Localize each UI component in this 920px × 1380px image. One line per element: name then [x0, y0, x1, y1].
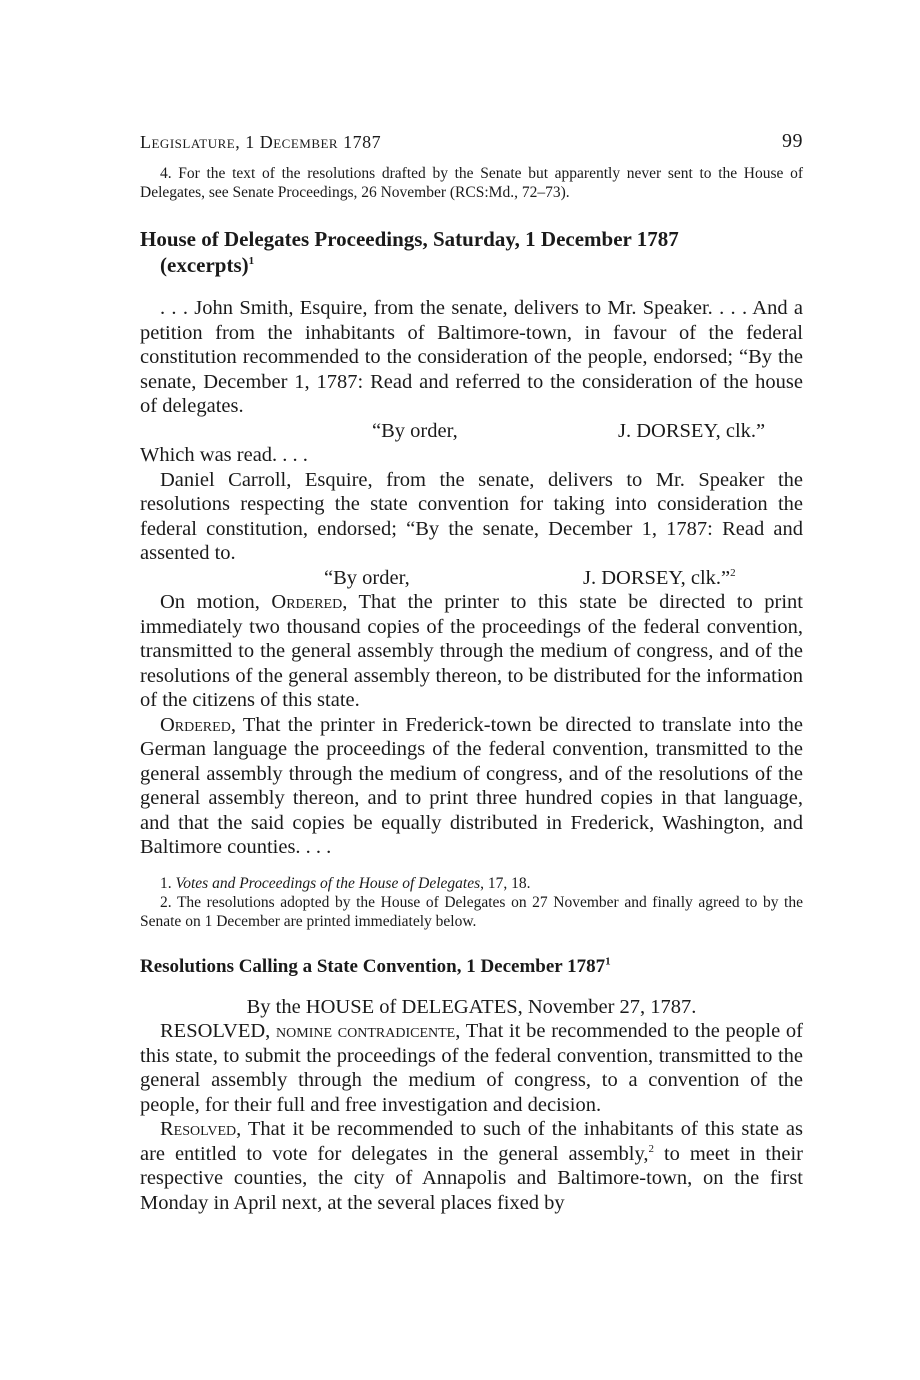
resolution-1: RESOLVED, nomine contradicente, That it be recommended to the people of this state, to submit the proceedings of the federal convention, transmitted to the general assembly through the medium of congress, to a convention of the people, for their full and free investigation and decision.: [140, 1020, 803, 1116]
heading-line-2: (excerpts)$^1$: [160, 253, 255, 277]
running-head: [140, 120, 803, 164]
clerk-signature: J. DORSEY, clk.”$^2$: [583, 566, 736, 589]
section-heading-resolutions: Resolutions Calling a State Convention, 1 December 1787$^1$: [140, 955, 611, 977]
footnote-2: 2. The resolutions adopted by the House of Delegates on 27 November and finally agreed to by the Senate on 1 December are printed immediately below.: [140, 893, 803, 930]
footnote-ref: 2: [648, 1142, 655, 1155]
by-order-text: “By order,: [324, 566, 410, 589]
footnote-ref: 1: [248, 255, 255, 267]
running-head-title: Legislature, 1 December 1787: [140, 132, 382, 152]
signature-line-1: [140, 419, 803, 444]
paragraph-printer-order: On motion, Ordered, That the printer to this state be directed to print immediately two thousand copies of the proceedings of the federal convention, transmitted to the general assembly through the medium of congress, and of the resolutions of the general assembly thereon, to be distributed for the information of the citizens of this state.: [140, 591, 803, 711]
heading-line-1: House of Delegates Proceedings, Saturday, 1 December 1787: [140, 227, 679, 251]
footnote-ref: 1: [605, 955, 611, 968]
footnote-4: 4. For the text of the resolutions drafted by the Senate but apparently never sent to the House of Delegates, see Senate Proceedings, 26 November (RCS:Md., 72–73).: [140, 165, 803, 201]
resolution-2: Resolved, That it be recommended to such of the inhabitants of this state as are entitled to vote for delegates in the general assembly,$^2$ to meet in their respective counties, the city of Annapolis and Baltimore-town, on the first Monday in April next, at the several places fixed by: [140, 1118, 804, 1214]
paragraph-which-was-read: Which was read. . . .: [140, 444, 308, 466]
by-order-text: “By order,: [372, 419, 458, 442]
page-number: 99: [782, 130, 803, 152]
paragraph-daniel-carroll: Daniel Carroll, Esquire, from the senate, delivers to Mr. Speaker the resolutions respecting the state convention for taking into consideration the federal constitution, endorsed; “By the senate, December 1, 1787: Read and assented to.: [140, 468, 803, 564]
paragraph-german-translation: Ordered, That the printer in Frederick-town be directed to translate into the German language the proceedings of the federal convention, transmitted to the general assembly through the medium of congress, and of the resolutions of the general assembly thereon, and to print three hundred copies in that language, and that the said copies be equally distributed in Frederick, Washington, and Baltimore counties. . . .: [140, 713, 803, 858]
section-footnotes: [140, 874, 803, 931]
clerk-signature: J. DORSEY, clk.”: [618, 419, 766, 442]
paragraph-john-smith: . . . John Smith, Esquire, from the senate, delivers to Mr. Speaker. . . . And a petition from the inhabitants of Baltimore-town, in favour of the federal constitution recommended to the consideration of the people, endorsed; “By the senate, December 1, 1787: Read and referred to the consideration of the house of delegates.: [140, 297, 803, 417]
signature-line-2: [140, 566, 803, 591]
dateline: By the HOUSE of DELEGATES, November 27, 1787.: [246, 995, 697, 1018]
document-page: [140, 120, 803, 1215]
footnote-1: 1. Votes and Proceedings of the House of Delegates, 17, 18.: [160, 874, 531, 892]
section-heading-house-proceedings: [140, 226, 803, 278]
footnote-ref: 2: [730, 566, 736, 579]
